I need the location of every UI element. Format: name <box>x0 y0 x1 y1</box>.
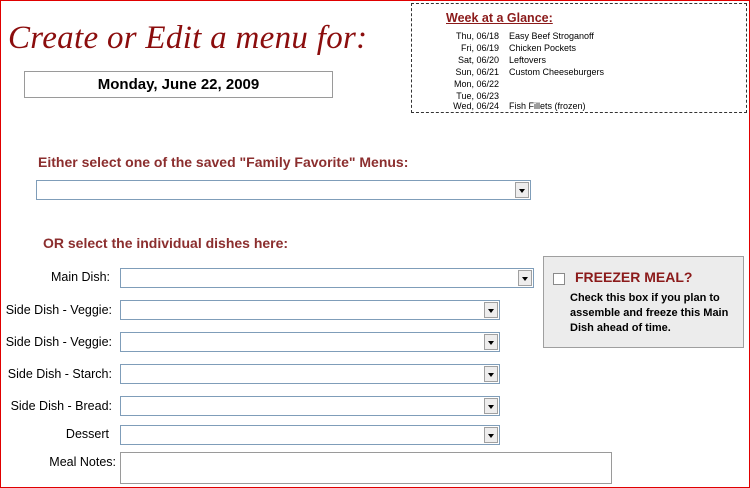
favorites-heading: Either select one of the saved "Family Favorite" Menus: <box>38 154 409 170</box>
chevron-down-icon[interactable] <box>484 366 498 382</box>
glance-date: Wed, 06/24 <box>453 101 499 111</box>
glance-meal: Easy Beef Stroganoff <box>509 31 594 41</box>
freezer-meal-checkbox[interactable] <box>553 273 565 285</box>
main-dish-select[interactable] <box>120 268 534 288</box>
dishes-heading: OR select the individual dishes here: <box>43 235 289 251</box>
glance-title: Week at a Glance: <box>446 11 553 25</box>
dessert-label: Dessert <box>65 427 109 441</box>
glance-meal: Custom Cheeseburgers <box>509 67 605 77</box>
page-title: Create or Edit a menu for: <box>8 20 368 56</box>
freezer-meal-title: FREEZER MEAL? <box>575 269 693 285</box>
meal-notes-input[interactable] <box>120 452 612 484</box>
side-veggie-2-select[interactable] <box>120 332 500 352</box>
glance-date: Fri, 06/19 <box>460 43 499 53</box>
main-dish-label: Main Dish: <box>50 270 110 284</box>
chevron-down-icon[interactable] <box>484 302 498 318</box>
favorites-select[interactable] <box>36 180 531 200</box>
glance-date: Sun, 06/21 <box>455 67 499 77</box>
side-bread-select[interactable] <box>120 396 500 416</box>
side-bread-label: Side Dish - Bread: <box>10 399 112 413</box>
week-at-a-glance <box>411 3 747 113</box>
side-starch-label: Side Dish - Starch: <box>7 367 112 381</box>
chevron-down-icon[interactable] <box>515 182 529 198</box>
chevron-down-icon[interactable] <box>484 334 498 350</box>
side-veggie-1-select[interactable] <box>120 300 500 320</box>
glance-date: Mon, 06/22 <box>453 79 499 89</box>
menu-date: Monday, June 22, 2009 <box>24 71 333 98</box>
side-veggie-2-label: Side Dish - Veggie: <box>5 335 112 349</box>
glance-date: Sat, 06/20 <box>457 55 499 65</box>
side-starch-select[interactable] <box>120 364 500 384</box>
side-veggie-1-label: Side Dish - Veggie: <box>5 303 112 317</box>
chevron-down-icon[interactable] <box>484 398 498 414</box>
glance-meal: Chicken Pockets <box>509 43 577 53</box>
meal-notes-label: Meal Notes: <box>49 455 116 469</box>
glance-date: Tue, 06/23 <box>456 91 499 101</box>
glance-meal: Leftovers <box>509 55 547 65</box>
dessert-select[interactable] <box>120 425 500 445</box>
freezer-meal-description: Check this box if you plan to assemble and freeze this Main Dish ahead of time. <box>570 292 729 334</box>
glance-meal: Fish Fillets (frozen) <box>509 101 586 111</box>
chevron-down-icon[interactable] <box>484 427 498 443</box>
chevron-down-icon[interactable] <box>518 270 532 286</box>
freezer-meal-panel <box>543 256 744 348</box>
glance-date: Thu, 06/18 <box>455 31 499 41</box>
